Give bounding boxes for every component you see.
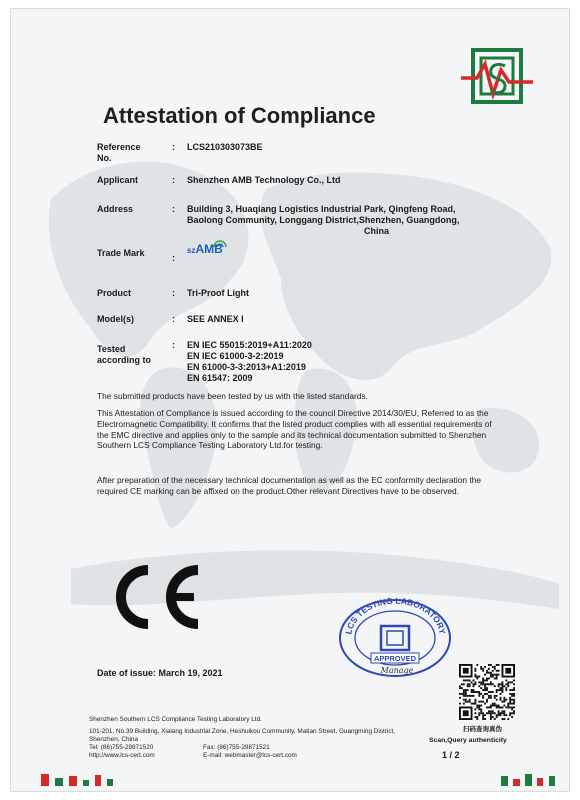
trade-mark-logo (187, 244, 477, 256)
field-colon: : (172, 142, 175, 152)
stamp-ring-text: LCS TESTING LABORATORY (343, 595, 448, 636)
trade-mark-prefix: sz (187, 246, 196, 255)
stamp-signature: Manage (380, 666, 414, 675)
address-line-1: Building 3, Huaqiang Logistics Industrial Park, Qingfeng Road, (187, 204, 456, 214)
models-label: Model(s) (97, 314, 134, 324)
address-line-2: Baolong Community, Longgang District,Shenzhen, Guangdong, (187, 215, 460, 225)
qr-label: 扫码查询真伪 (463, 726, 502, 733)
footer-company: Shenzhen Southern LCS Compliance Testing Laboratory Ltd. (89, 716, 262, 723)
decorative-color-bars (41, 766, 561, 788)
trade-mark-sun-icon (213, 239, 227, 247)
standard-3: EN 61000-3-3:2013+A1:2019 (187, 362, 306, 372)
tested-label-line-1: Tested (97, 344, 126, 354)
paragraph-directive: This Attestation of Compliance is issued according to the council Directive 2014/30/EU, Referred to as the Electromagnetic Compatibility. It confirms that the listed product complies with all essential requirements of the EMC directive and applies only to the sample and its technical documentation submitted to Shenzhen Southern LCS Compliance Testing Laboratory Ltd.for testing. (97, 408, 492, 451)
reference-no-value: LCS210303073BE (187, 142, 263, 152)
date-of-issue: Date of issue: March 19, 2021 (97, 668, 223, 678)
qr-subtext: Scan,Query authenticity (429, 737, 507, 744)
paragraph-ce-marking: After preparation of the necessary technical documentation as well as the EC conformity declaration the required CE marking can be affixed on the product.Other relevant Directives have to be observed. (97, 475, 482, 496)
stamp-lcs-icon (381, 626, 409, 650)
trade-mark-label: Trade Mark (97, 248, 145, 258)
address-line-3: China (364, 226, 390, 236)
page-number: 1 / 2 (442, 750, 460, 760)
applicant-label: Applicant (97, 175, 139, 185)
field-colon: : (172, 288, 175, 298)
stamp-approved-text: APPROVED (373, 654, 417, 663)
models-value: SEE ANNEX I (187, 314, 244, 324)
field-colon: : (172, 253, 175, 263)
footer-address-1: 101-201, No.39 Building, Xialang Industrial Zone, Heshuikou Community, Matian Street, Guangming District, (89, 728, 396, 735)
paragraph-tested: The submitted products have been tested by us with the listed standards. (97, 391, 368, 401)
product-label: Product (97, 288, 132, 298)
field-colon: : (172, 314, 175, 324)
address-label: Address (97, 204, 134, 214)
standard-4: EN 61547: 2009 (187, 373, 253, 383)
trade-mark-name: AMB (195, 242, 223, 256)
field-colon: : (172, 340, 175, 350)
certificate-frame (10, 8, 570, 792)
ce-mark-icon (106, 562, 204, 632)
field-colon: : (172, 204, 175, 214)
footer-email: E-mail: webmaster@lcs-cert.com (203, 752, 297, 759)
tested-label-line-2: according to (97, 355, 152, 365)
lcs-approval-stamp (337, 594, 454, 677)
footer-website: http://www.lcs-cert.com (89, 752, 155, 759)
applicant-value: Shenzhen AMB Technology Co., Ltd (187, 175, 341, 185)
standard-2: EN IEC 61000-3-2:2019 (187, 351, 284, 361)
footer-tel: Tel: (86)755-29871520 (89, 744, 154, 751)
reference-no-label: Reference No. (97, 142, 141, 163)
lcs-logo (459, 44, 535, 112)
standard-1: EN IEC 55015:2019+A11:2020 (187, 340, 312, 350)
page-title: Attestation of Compliance (103, 103, 376, 128)
qr-code[interactable] (459, 664, 515, 720)
product-value: Tri-Proof Light (187, 288, 249, 298)
footer-fax: Fax: (86)755-29871521 (203, 744, 270, 751)
field-colon: : (172, 175, 175, 185)
footer-address-2: Shenzhen, China (89, 736, 139, 743)
